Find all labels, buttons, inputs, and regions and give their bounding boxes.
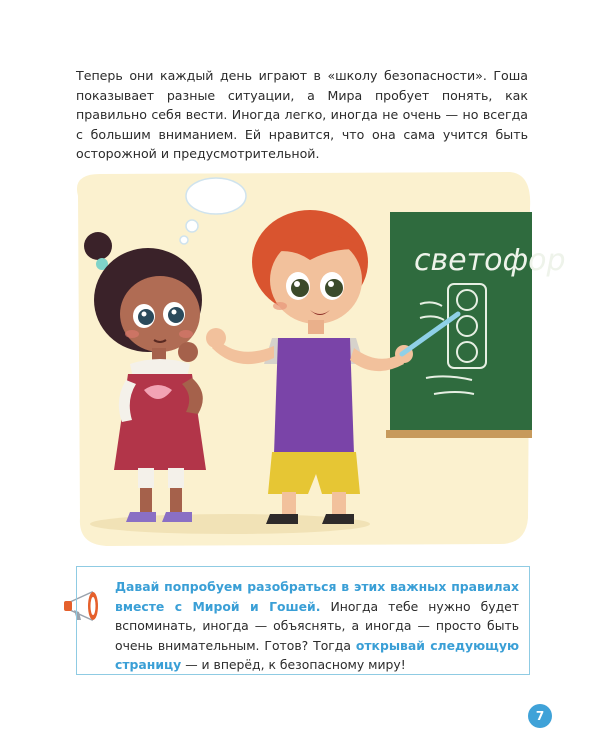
illustration: [70, 168, 566, 550]
board-word: светофор: [414, 243, 566, 278]
callout-text: [115, 577, 519, 675]
page-number: 7: [528, 704, 552, 728]
callout-highlight-1: Давай попробуем разобраться в этих важных правилах вместе с Мирой и Гошей.: [115, 579, 519, 614]
callout-text-2: — и вперёд, к безопасному миру!: [181, 657, 406, 672]
callout-highlight-2: открывай следующую страницу: [115, 637, 519, 672]
callout-text-1: Иногда тебе нужно будет вспоминать, иногда — объяснять, а иногда — просто быть очень внимательным. Готов? Тогда: [115, 598, 519, 653]
intro-paragraph: Теперь они каждый день играют в «школу безопасности». Гоша показывает разные ситуации, а Мира пробует понять, как правильно себя вести. Иногда легко, иногда не очень — но всегда с большим вниманием. Ей нравится, что она сама учится быть осторожной и предусмотрительной.: [76, 68, 528, 161]
chalkboard: [386, 212, 566, 438]
callout-box: [76, 566, 530, 675]
